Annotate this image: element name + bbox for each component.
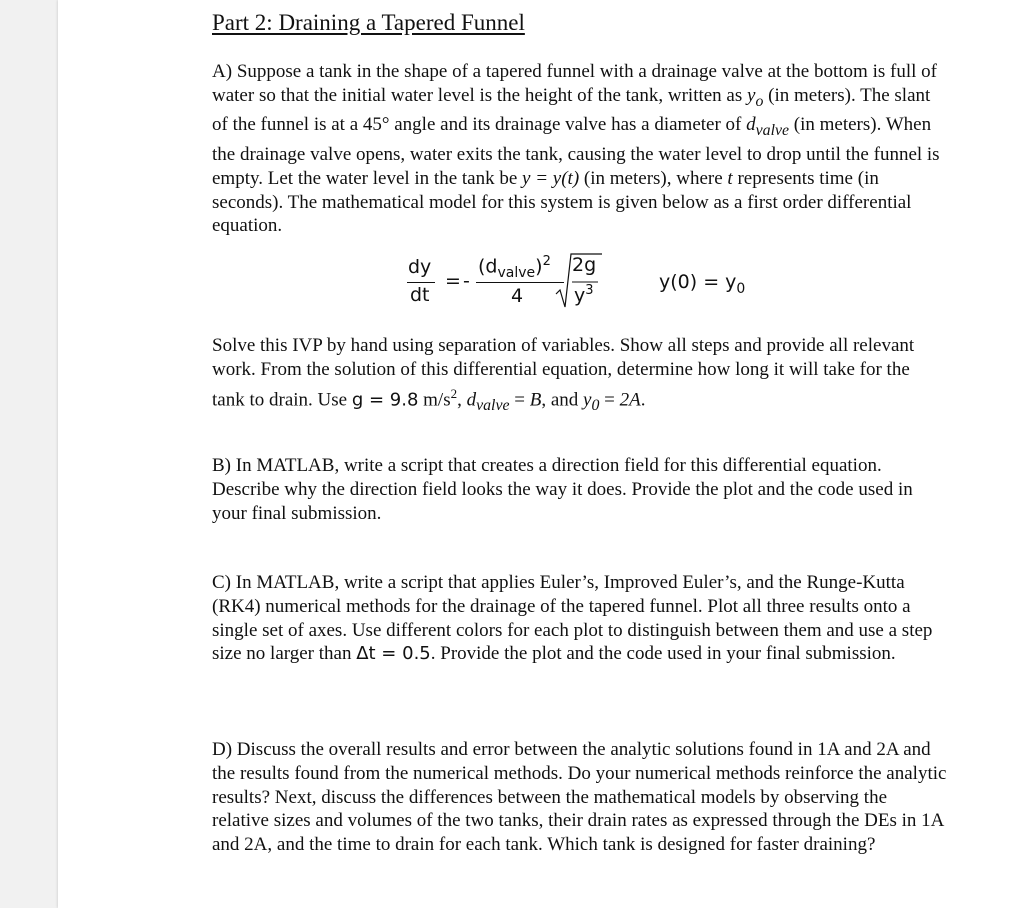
eq-dydt-fraction-bar [407,282,435,283]
eq-equals: = [445,270,461,292]
part-a-paragraph: A) Suppose a tank in the shape of a tapered funnel with a drainage valve at the bottom is full of water so that the initial water level is the height of the tank, written as $y_o$ (in meters). The slant of the funnel is at a 45° angle and its drainage valve has a diameter of $d_{valve}$ (in meters). When the drainage valve opens, water exits the tank, causing the water level to drop until the funnel is empty. Let the water level in the tank be y = y(t) (in meters), where t represents time (in seconds). The mathematical model for this system is given below as a first order differential equation. [212,61,940,237]
eq-dt: dt [410,284,430,306]
eq-denominator: 4 [511,285,524,307]
eq-root-denominator: $y^3$ [574,283,594,307]
part-c-paragraph: C) In MATLAB, write a script that applies Euler’s, Improved Euler’s, and the Runge-Kutta (RK4) numerical methods for the drainage of the tapered funnel. Plot all three results onto a single set of axes. Use different colors for each plot to distinguish between them and use a step size no larger than Δt = 0.5. Provide the plot and the code used in your final submission. [212,572,933,665]
page-title: Part 2: Draining a Tapered Funnel [212,10,525,35]
eq-minus: - [463,270,470,292]
eq-main-fraction-bar [476,282,564,283]
document-page [58,0,1024,908]
eq-root-numerator: 2g [572,254,597,276]
part-d-paragraph: D) Discuss the overall results and error between the analytic solutions found in 1A and 2A and the results found from the numerical methods. Do your numerical methods reinforce the analytic results? Next, discuss the differences between the mathematical models by observing the relative sizes and volumes of the two tanks, their drain rates as expressed through the DEs in 1A and 2A, and the time to drain for each tank. Which tank is designed for faster draining? [212,739,947,856]
eq-dy: dy [408,256,432,278]
eq-numerator: $(d_{valve})^2$ [478,254,551,282]
initial-condition: $y(0) = y_0$ [659,271,746,297]
part-a-instructions: Solve this IVP by hand using separation of variables. Show all steps and provide all relevant work. From the solution of this differential equation, determine how long it will take for the tank to drain. Use g = 9.8 $m/s^2$, $d_{valve} = B$, and $y_0 = 2A$. [212,335,915,414]
part-b-paragraph: B) In MATLAB, write a script that creates a direction field for this differential equation. Describe why the direction field looks the way it does. Provide the plot and the code used in your final submission. [212,455,913,524]
part-a-label: A) [212,61,233,82]
